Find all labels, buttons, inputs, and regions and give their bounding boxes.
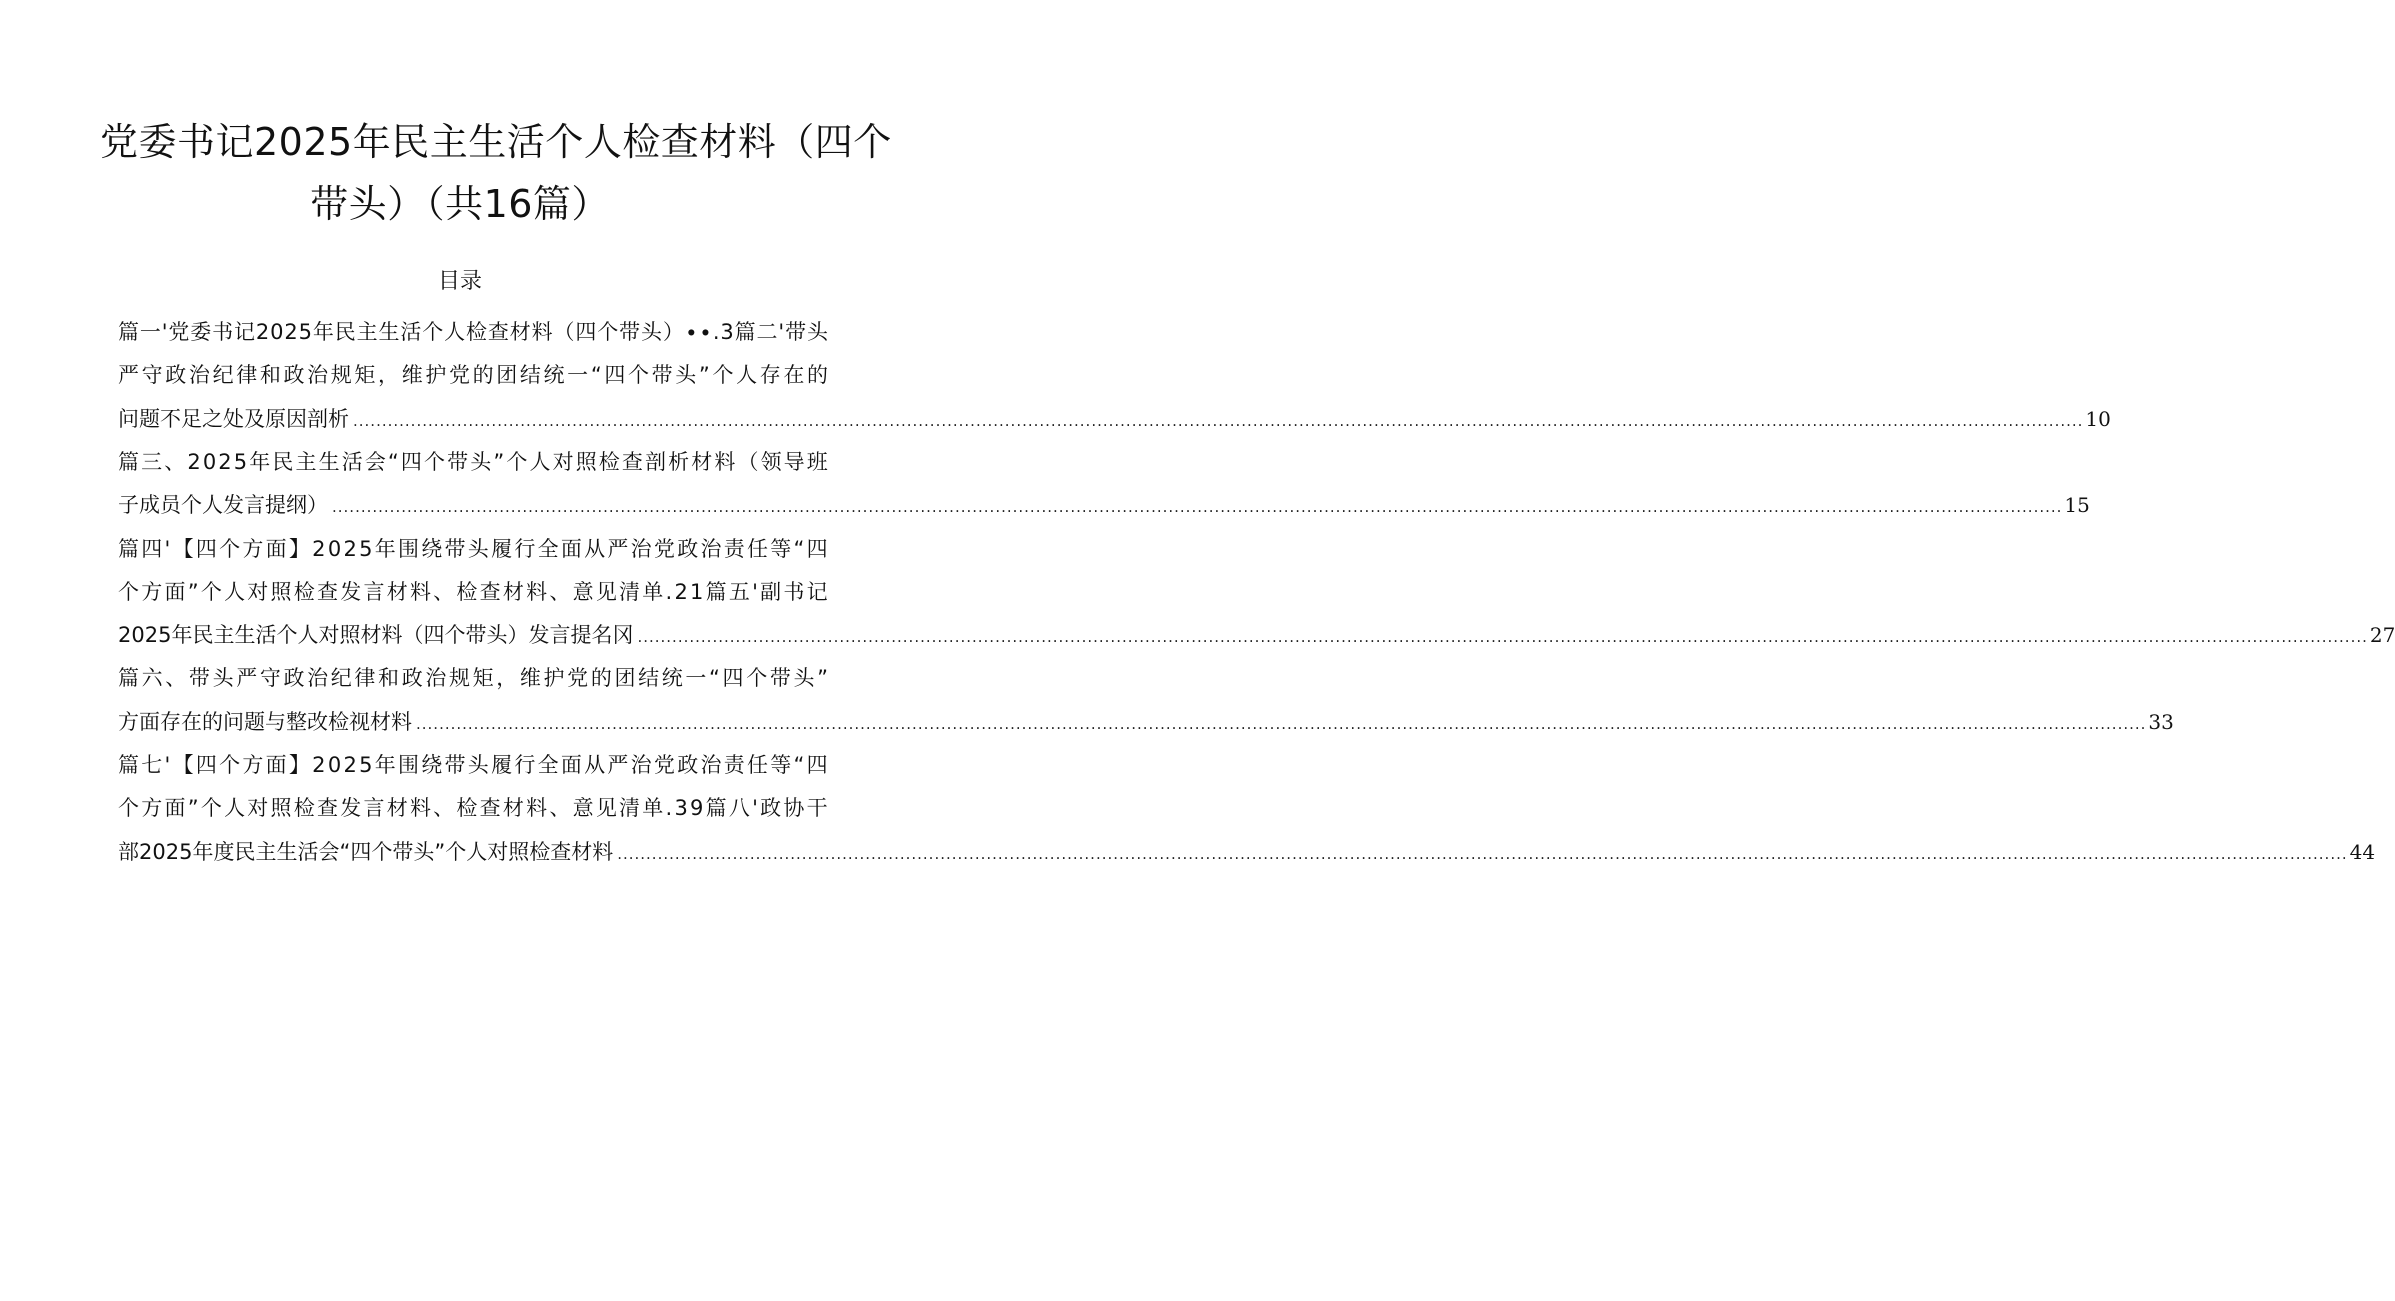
dot-leader: ............................................................................................................................................................................................................................................................................................................ bbox=[637, 628, 2368, 647]
toc-line[interactable]: 严 守 政 治 纪 律 和 政 治 规 矩 ， 维 护 党 的 团 结 统 一 “ 四 个 带 头 ” 个 人 存 在 的 bbox=[118, 363, 828, 388]
dot-leader: ............................................................................................................................................................................................................................................................................................................ bbox=[332, 498, 2063, 517]
toc-line[interactable]: 篇 四 ' 【 四 个 方 面 】 2 0 2 5 年 围 绕 带 头 履 行 全 面 从 严 治 党 政 治 责 任 等 “ 四 bbox=[118, 536, 828, 561]
toc-page-number: 15 bbox=[2064, 493, 2090, 518]
toc-line[interactable]: 篇 七 ' 【 四 个 方 面 】 2 0 2 5 年 围 绕 带 头 履 行 全 面 从 严 治 党 政 治 责 任 等 “ 四 bbox=[118, 753, 828, 777]
toc-line[interactable] bbox=[118, 485, 2090, 525]
toc-page-number: 33 bbox=[2148, 709, 2174, 734]
dot-leader: ............................................................................................................................................................................................................................................................................................................ bbox=[353, 411, 2084, 430]
document-title-line-2: 带头）（共16篇） bbox=[310, 182, 610, 226]
dot-leader: ............................................................................................................................................................................................................................................................................................................ bbox=[617, 844, 2348, 863]
toc-line[interactable]: 篇 六 、 带 头 严 守 政 治 纪 律 和 政 治 规 矩 ， 维 护 党 的 团 结 统 一 “ 四 个 带 头 ” bbox=[118, 666, 828, 691]
toc-entry-text: 部2025年度民主生活会“四个带头”个人对照检查材料 bbox=[118, 839, 614, 864]
toc-line[interactable] bbox=[118, 615, 2395, 655]
document-title-line-1: 党委书记2025年民主生活个人检查材料（四个 bbox=[100, 120, 892, 164]
toc-line[interactable]: 篇 三 、 2 0 2 5 年 民 主 生 活 会 “ 四 个 带 头 ” 个 人 对 照 检 查 剖 析 材 料 （ 领 导 班 bbox=[118, 449, 828, 474]
toc-line[interactable]: 个 方 面 ” 个 人 对 照 检 查 发 言 材 料 、 检 查 材 料 、 意 见 清 单 . 2 1 篇 五 ' 副 书 记 bbox=[118, 579, 828, 604]
toc-entry-text: 方面存在的问题与整改检视材料 bbox=[118, 709, 412, 734]
toc-line[interactable] bbox=[118, 832, 2376, 872]
toc-entry-text: 子成员个人发言提纲） bbox=[118, 493, 328, 518]
toc-line[interactable]: 篇 一 ' 党 委 书 记 2 0 2 5 年 民 主 生 活 个 人 检 查 材 料 （ 四 个 带 头 ） ∙ ∙ . 3 篇 二 ' 带 头 bbox=[118, 320, 828, 344]
toc-page-number: 44 bbox=[2349, 839, 2376, 864]
toc-page-number: 27 bbox=[2369, 623, 2395, 648]
toc-entry-text: 问题不足之处及原因剖析 bbox=[118, 406, 349, 431]
toc-line[interactable] bbox=[118, 702, 2174, 742]
toc-line[interactable]: 个 方 面 ” 个 人 对 照 检 查 发 言 材 料 、 检 查 材 料 、 意 见 清 单 . 3 9 篇 八 ' 政 协 干 bbox=[118, 796, 828, 821]
toc-page-number: 10 bbox=[2085, 406, 2111, 431]
toc-heading: 目录 bbox=[437, 269, 482, 294]
toc-line[interactable] bbox=[118, 399, 2111, 439]
dot-leader: ............................................................................................................................................................................................................................................................................................................ bbox=[416, 714, 2147, 733]
toc-entry-text: 2025年民主生活个人对照材料（四个带头）发言提名冈 bbox=[118, 623, 634, 648]
